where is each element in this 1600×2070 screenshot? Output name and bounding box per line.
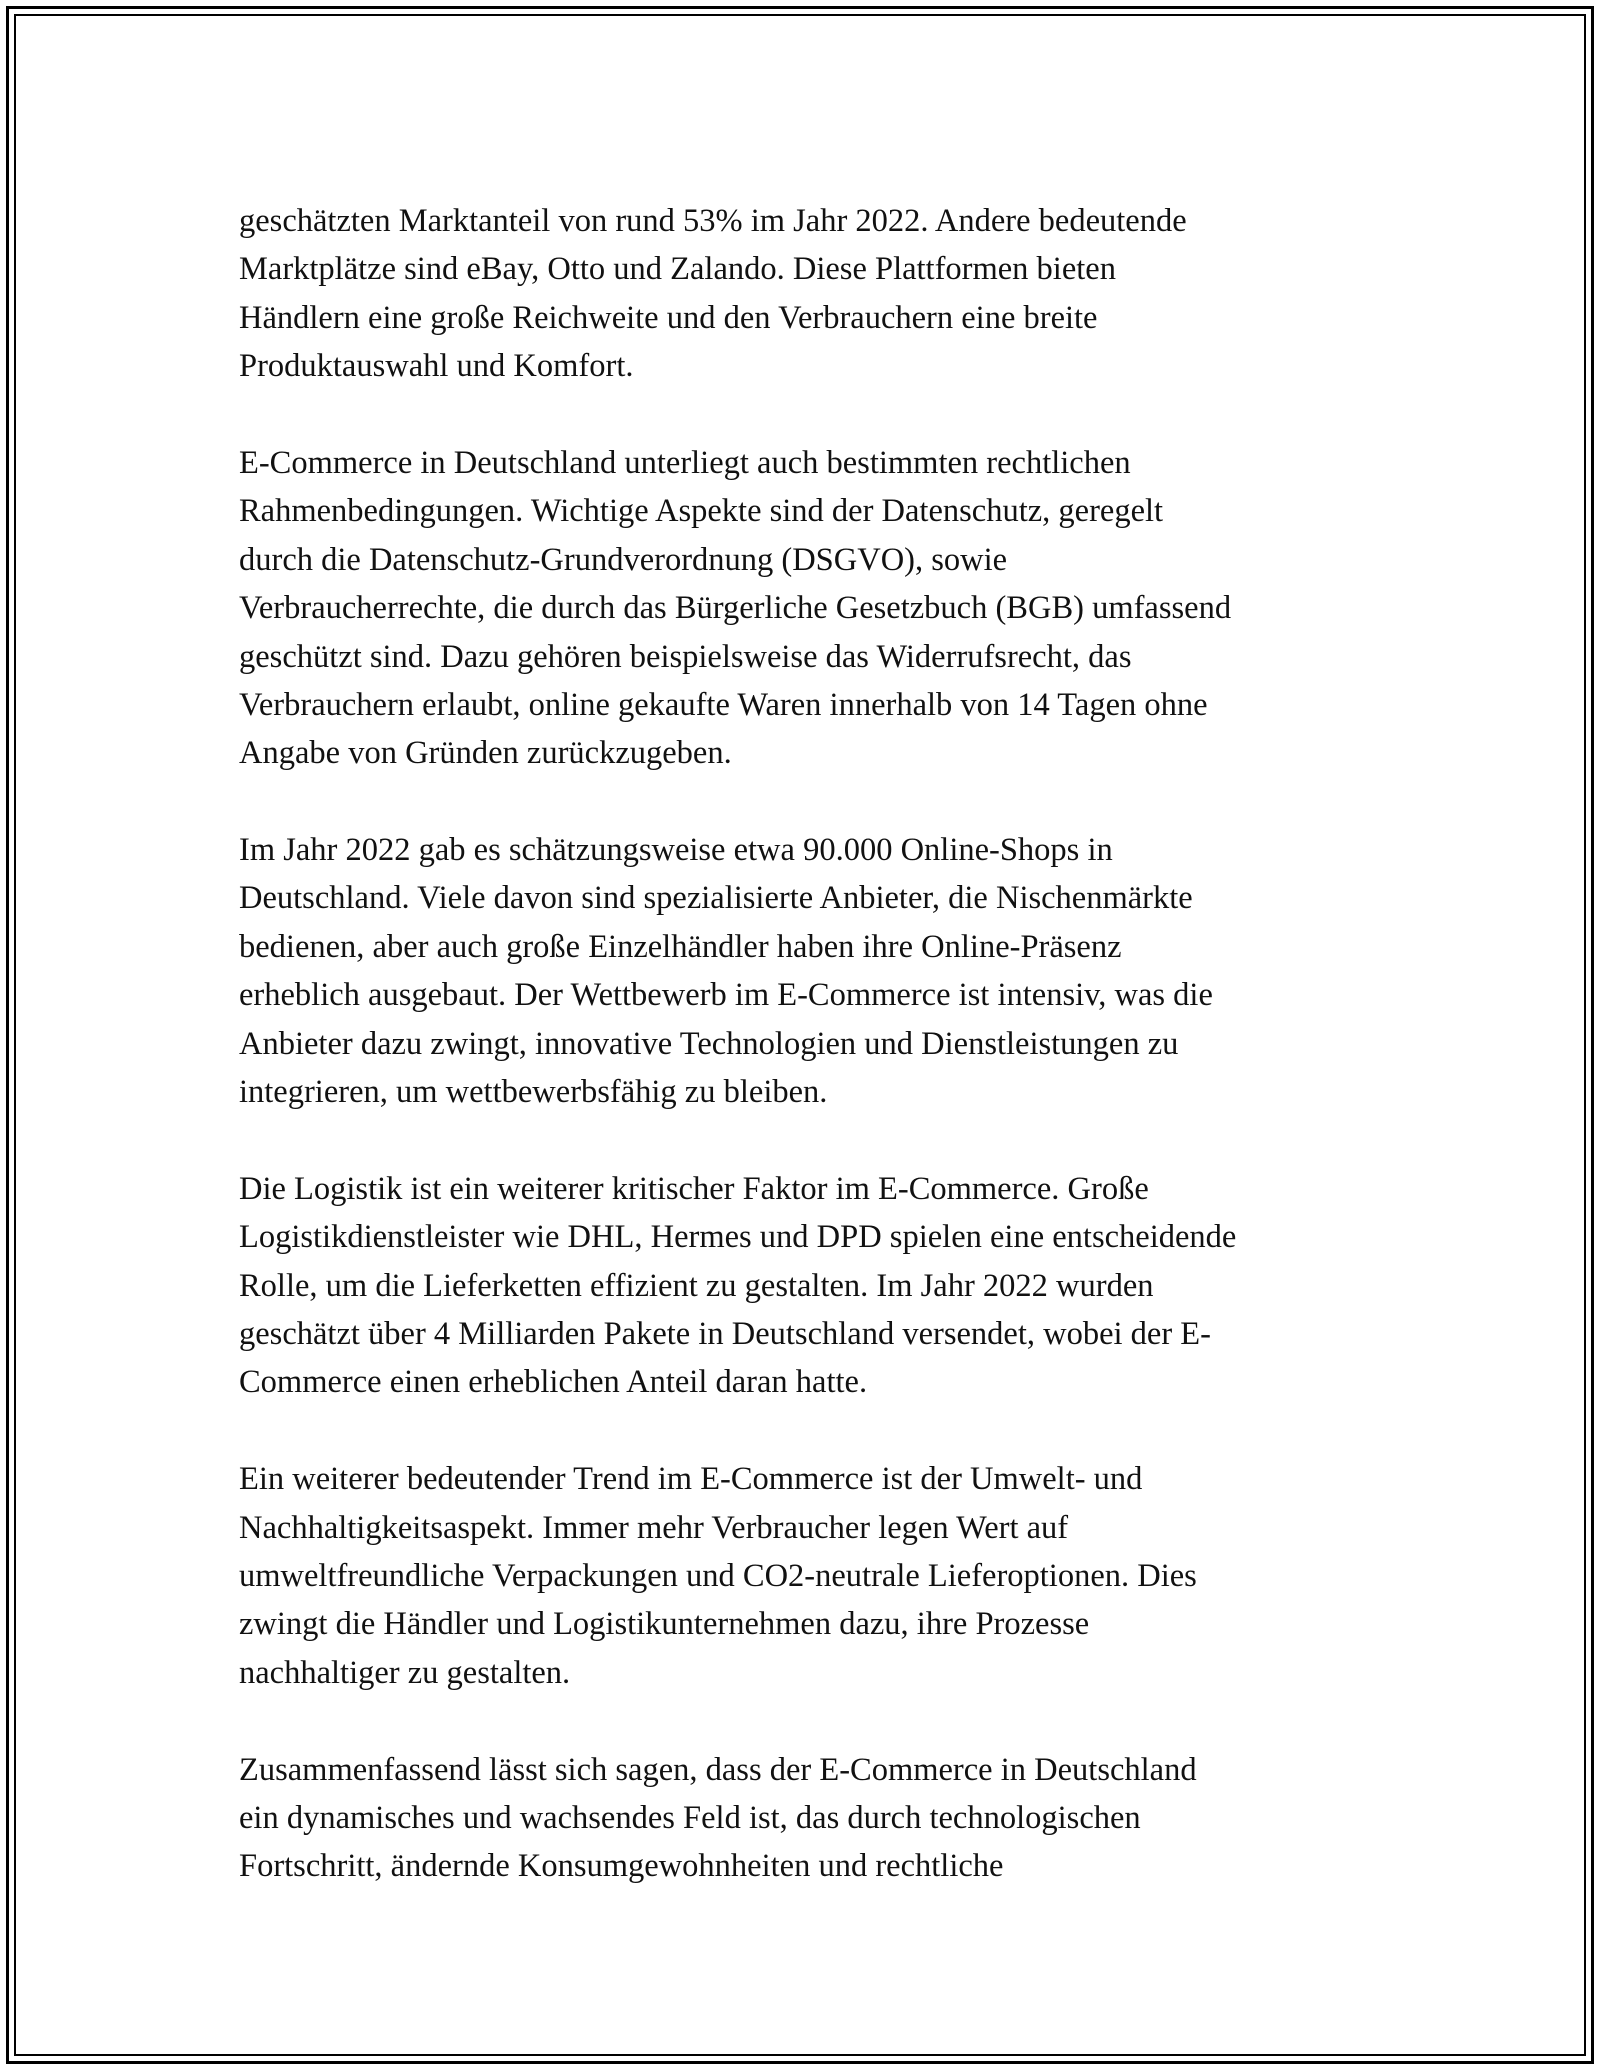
- text-line: Deutschland. Viele davon sind spezialisierte Anbieter, die Nischenmärkte: [239, 880, 1193, 917]
- document-body: [239, 197, 1389, 1939]
- text-line: Zusammenfassend lässt sich sagen, dass der E-Commerce in Deutschland: [239, 1751, 1197, 1788]
- text-line: Rolle, um die Lieferketten effizient zu gestalten. Im Jahr 2022 wurden: [239, 1267, 1154, 1304]
- text-line: geschätzt über 4 Milliarden Pakete in Deutschland versendet, wobei der E-: [239, 1315, 1211, 1352]
- text-line: Produktauswahl und Komfort.: [239, 348, 634, 385]
- paragraph-legal: [239, 439, 1389, 778]
- text-line: Die Logistik ist ein weiterer kritischer Faktor im E-Commerce. Große: [239, 1170, 1149, 1207]
- paragraph-marketplaces: [239, 197, 1389, 391]
- text-line: Rahmenbedingungen. Wichtige Aspekte sind der Datenschutz, geregelt: [239, 493, 1164, 530]
- text-line: geschützt sind. Dazu gehören beispielsweise das Widerrufsrecht, das: [239, 638, 1132, 675]
- page-border-inner: [14, 14, 1586, 2056]
- page-border-outer: [6, 6, 1594, 2064]
- text-line: erheblich ausgebaut. Der Wettbewerb im E-Commerce ist intensiv, was die: [239, 977, 1213, 1014]
- paragraph-sustainability: [239, 1455, 1389, 1697]
- paragraph-summary: [239, 1746, 1389, 1891]
- paragraph-online-shops: [239, 826, 1389, 1116]
- text-line: durch die Datenschutz-Grundverordnung (DSGVO), sowie: [239, 541, 1008, 578]
- text-line: Ein weiterer bedeutender Trend im E-Commerce ist der Umwelt- und: [239, 1461, 1143, 1498]
- text-line: Marktplätze sind eBay, Otto und Zalando. Diese Plattformen bieten: [239, 251, 1116, 288]
- text-line: ein dynamisches und wachsendes Feld ist, das durch technologischen: [239, 1799, 1141, 1836]
- text-line: Nachhaltigkeitsaspekt. Immer mehr Verbraucher legen Wert auf: [239, 1509, 1069, 1546]
- text-line: Händlern eine große Reichweite und den Verbrauchern eine breite: [239, 299, 1098, 336]
- text-line: integrieren, um wettbewerbsfähig zu bleiben.: [239, 1074, 828, 1111]
- text-line: Commerce einen erheblichen Anteil daran hatte.: [239, 1364, 868, 1401]
- text-line: Angabe von Gründen zurückzugeben.: [239, 735, 732, 772]
- text-line: umweltfreundliche Verpackungen und CO2-neutrale Lieferoptionen. Dies: [239, 1557, 1197, 1594]
- text-line: Fortschritt, ändernde Konsumgewohnheiten und rechtliche: [239, 1848, 1004, 1885]
- paragraph-logistics: [239, 1165, 1389, 1407]
- text-line: Anbieter dazu zwingt, innovative Technologien und Dienstleistungen zu: [239, 1025, 1179, 1062]
- text-line: Verbraucherrechte, die durch das Bürgerliche Gesetzbuch (BGB) umfassend: [239, 590, 1232, 627]
- text-line: zwingt die Händler und Logistikunternehmen dazu, ihre Prozesse: [239, 1606, 1090, 1643]
- text-line: geschätzten Marktanteil von rund 53% im Jahr 2022. Andere bedeutende: [239, 203, 1187, 239]
- text-line: Verbrauchern erlaubt, online gekaufte Waren innerhalb von 14 Tagen ohne: [239, 686, 1208, 723]
- text-line: nachhaltiger zu gestalten.: [239, 1654, 571, 1691]
- text-line: E-Commerce in Deutschland unterliegt auch bestimmten rechtlichen: [239, 444, 1131, 481]
- text-line: bedienen, aber auch große Einzelhändler haben ihre Online-Präsenz: [239, 928, 1122, 965]
- text-line: Im Jahr 2022 gab es schätzungsweise etwa 90.000 Online-Shops in: [239, 832, 1113, 869]
- text-line: Logistikdienstleister wie DHL, Hermes und DPD spielen eine entscheidende: [239, 1219, 1237, 1256]
